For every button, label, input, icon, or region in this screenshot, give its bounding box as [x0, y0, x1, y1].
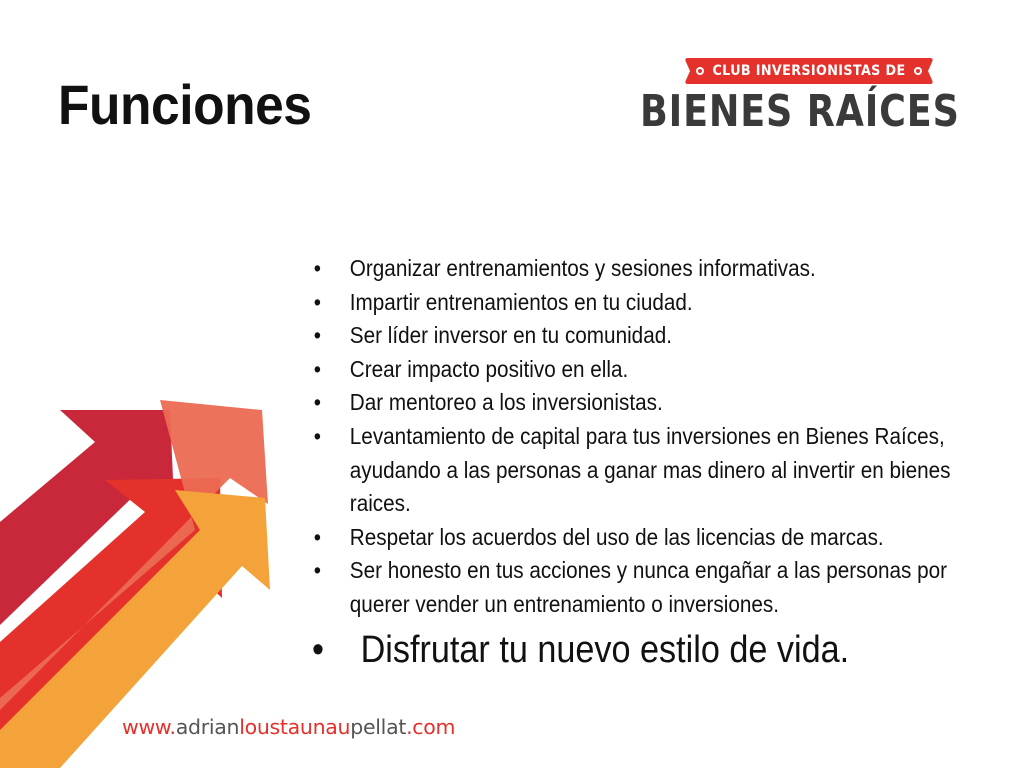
highlight-item-text: Disfrutar tu nuevo estilo de vida. [360, 628, 850, 671]
list-item-text: Organizar entrenamientos y sesiones informativas. [349, 255, 816, 281]
bullet-dot: • [313, 389, 322, 416]
list-item-text: Respetar los acuerdos del uso de las licencias de marcas. [349, 523, 884, 550]
url-prefix: www. [122, 715, 176, 739]
url-suffix: .com [406, 715, 456, 739]
footer-website-link[interactable] [122, 715, 455, 739]
list-item [312, 286, 984, 320]
logo-banner-text: CLUB INVERSIONISTAS DE [712, 63, 906, 79]
bullet-dot: • [313, 557, 322, 584]
list-item [312, 353, 984, 387]
list-item-text: Impartir entrenamientos en tu ciudad. [349, 288, 693, 315]
club-logo [636, 52, 986, 142]
list-item-text: Ser honesto en tus acciones y nunca engañar a las personas por querer vender un entrenamiento o inversiones. [349, 557, 948, 617]
url-name-middle: loustaunau [239, 715, 351, 739]
list-item [312, 554, 984, 621]
bullet-dot: • [313, 322, 322, 349]
list-item [312, 521, 984, 555]
logo-main-text: BIENES RAÍCES [640, 86, 960, 137]
url-name-last: pellat [350, 715, 407, 739]
bullet-dot: • [313, 523, 322, 550]
list-item [312, 386, 984, 420]
list-item-text: Crear impacto positivo en ella. [349, 355, 629, 382]
highlight-list-item [312, 624, 991, 676]
list-item-text: Dar mentoreo a los inversionistas. [349, 389, 663, 416]
bullet-dot: • [313, 288, 322, 315]
bullet-dot: • [313, 355, 322, 382]
list-item [312, 319, 984, 353]
functions-list [312, 252, 1002, 676]
list-item [312, 252, 984, 286]
arrow-graphic [0, 380, 300, 768]
bullet-dot: • [313, 255, 322, 281]
bullet-dot: • [312, 628, 324, 671]
list-item-text: Ser líder inversor en tu comunidad. [349, 322, 672, 349]
url-name-first: adrian [175, 715, 240, 739]
bullet-dot: • [313, 422, 322, 449]
slide-title: Funciones [58, 73, 312, 136]
list-item [312, 420, 984, 521]
list-item-text: Levantamiento de capital para tus inversiones en Bienes Raíces, ayudando a las personas a ganar mas dinero al invertir en bienes raices. [349, 422, 951, 517]
